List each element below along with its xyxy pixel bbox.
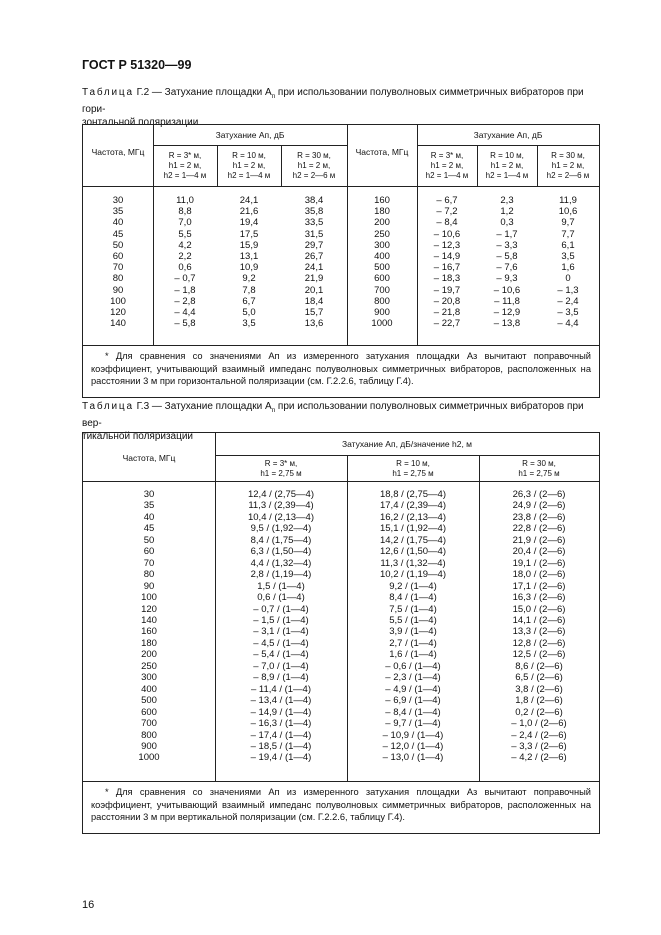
table-cell: 800 — [374, 295, 390, 307]
table-cell: 50 — [143, 534, 155, 546]
table2-r10-right — [477, 195, 537, 329]
table-cell: – 5,4 / (1—4) — [253, 649, 309, 661]
table-cell: 6,1 — [561, 239, 575, 251]
table2-col-r10-left: R = 10 м, h1 = 2 м, h2 = 1—4 м — [227, 151, 271, 180]
table-cell: – 18,5 / (1—4) — [250, 740, 312, 752]
table-cell: 6,7 — [242, 295, 256, 307]
table-cell: 3,5 — [242, 318, 256, 330]
table-cell: 0,2 / (2—6) — [515, 706, 563, 718]
table-cell: 600 — [141, 706, 157, 718]
table-cell: – 8,4 — [436, 217, 458, 229]
table-cell: 11,9 — [559, 195, 577, 206]
table-cell: 15,0 / (2—6) — [512, 603, 566, 615]
table2-freq-header-right: Частота, МГц — [355, 147, 409, 157]
table-cell: 700 — [374, 284, 390, 296]
table-cell: 13,3 / (2—6) — [512, 626, 566, 638]
table-cell: 60 — [112, 251, 124, 263]
table3 — [82, 432, 600, 834]
table-cell: 140 — [141, 614, 157, 626]
table-cell: – 21,8 — [433, 307, 461, 319]
table-cell: 7,5 / (1—4) — [389, 603, 437, 615]
table-cell: – 7,2 — [436, 206, 458, 218]
table-cell: 26,3 / (2—6) — [512, 489, 566, 500]
table-cell: 24,9 / (2—6) — [512, 500, 566, 512]
table-cell: 7,7 — [561, 228, 575, 240]
table-cell: 20,1 — [304, 284, 324, 296]
table-cell: – 11,8 — [494, 295, 520, 307]
table3-caption-sub: п — [271, 407, 276, 414]
table-cell: – 7,0 / (1—4) — [253, 660, 309, 672]
page-number: 16 — [82, 899, 95, 911]
table-cell: 26,7 — [304, 251, 324, 263]
table-cell: – 3,3 / (2—6) — [511, 740, 567, 752]
table-cell: – 13,8 — [493, 318, 521, 330]
table-cell: 14,2 / (1,75—4) — [379, 534, 446, 546]
table-cell: 600 — [374, 273, 390, 285]
table-cell: 4,4 / (1,32—4) — [250, 557, 312, 569]
table-cell: – 0,6 / (1—4) — [385, 660, 441, 672]
table-cell: 300 — [374, 239, 390, 251]
table-cell: 19,4 — [239, 217, 259, 229]
table-cell: 500 — [141, 695, 157, 707]
table-cell: – 16,7 — [433, 262, 461, 274]
table-cell: 160 — [141, 626, 157, 638]
table2-freq-header-left: Частота, МГц — [91, 147, 145, 157]
table-cell: 10,9 — [239, 262, 259, 274]
table-cell: 21,9 / (2—6) — [512, 534, 566, 546]
table-cell: 40 — [143, 511, 155, 523]
table-cell: 22,8 / (2—6) — [512, 523, 566, 535]
table-cell: – 6,9 / (1—4) — [385, 695, 441, 707]
table2-r30-left — [281, 195, 347, 329]
table-cell: 9,2 — [242, 273, 256, 285]
table-cell: 13,6 — [304, 318, 324, 330]
table-cell: – 3,1 / (1—4) — [253, 626, 309, 638]
table3-label: Таблица — [82, 401, 134, 412]
table-cell: – 3,3 — [496, 239, 518, 251]
table-cell: – 16,3 / (1—4) — [250, 718, 312, 730]
table-cell: 18,4 — [304, 295, 324, 307]
table-cell: 9,7 — [561, 217, 575, 229]
table-cell: 12,4 / (2,75—4) — [247, 489, 314, 500]
table-cell: – 10,9 / (1—4) — [382, 729, 444, 741]
table-cell: 1,5 / (1—4) — [257, 580, 305, 592]
table3-r30 — [479, 489, 599, 764]
table3-r3 — [215, 489, 347, 764]
table-cell: 2,3 — [500, 195, 514, 206]
table-cell: 16,2 / (2,13—4) — [379, 511, 446, 523]
table-cell: 2,7 / (1—4) — [389, 637, 437, 649]
table2-r3-right — [417, 195, 477, 329]
table-cell: 10,6 — [558, 206, 578, 218]
table-cell: 8,6 / (2—6) — [515, 660, 563, 672]
table-cell: – 4,4 — [557, 318, 579, 330]
table-cell: 33,5 — [304, 217, 324, 229]
table3-r10 — [347, 489, 479, 764]
table-cell: 160 — [374, 195, 390, 206]
table-cell: – 4,2 / (2—6) — [511, 752, 567, 764]
table-cell: – 20,8 — [433, 295, 461, 307]
table-cell: 1,6 / (1—4) — [389, 649, 437, 661]
table-cell: 140 — [110, 318, 126, 330]
table-cell: – 2,4 — [557, 295, 579, 307]
table-cell: – 8,4 / (1—4) — [385, 706, 441, 718]
table2-attn-header-right: Затухание Aп, дБ — [473, 130, 543, 140]
table2-caption-sub: п — [271, 93, 276, 100]
table-cell: 9,2 / (1—4) — [389, 580, 437, 592]
table2-r10-left — [217, 195, 281, 329]
table3-freq-header: Частота, МГц — [122, 453, 176, 463]
table-cell: – 1,8 — [174, 284, 196, 296]
table3-caption-line1: Г.3 — Затухание площадки A — [136, 401, 272, 412]
table-cell: 24,1 — [304, 262, 324, 274]
table-cell: – 10,6 — [433, 228, 461, 240]
table-cell: 0,6 / (1—4) — [257, 592, 305, 604]
table-cell: 16,3 / (2—6) — [512, 592, 566, 604]
table-cell: 500 — [374, 262, 390, 274]
table-cell: 29,7 — [304, 239, 324, 251]
table-cell: 1000 — [138, 752, 160, 764]
table-cell: 40 — [112, 217, 124, 229]
table-cell: 0,3 — [500, 217, 514, 229]
table-cell: 17,1 / (2—6) — [512, 580, 566, 592]
table-cell: 180 — [374, 206, 390, 218]
table-cell: 30 — [143, 489, 155, 500]
table-cell: – 9,3 — [496, 273, 518, 285]
table-cell: 60 — [143, 546, 155, 558]
table-cell: – 12,9 — [493, 307, 521, 319]
table-cell: 1,8 / (2—6) — [515, 695, 563, 707]
table-cell: 1,6 — [561, 262, 575, 274]
table-cell: – 0,7 — [174, 273, 196, 285]
table-cell: 50 — [112, 239, 124, 251]
table-cell: 9,5 / (1,92—4) — [250, 523, 312, 535]
table-cell: 21,9 — [304, 273, 324, 285]
table-cell: 35,8 — [304, 206, 324, 218]
table-cell: 400 — [374, 251, 390, 263]
table-cell: 8,4 / (1,75—4) — [250, 534, 312, 546]
table2-caption-line1-rest: при использовании полуволновых симметричных вибраторов при гори- — [82, 87, 584, 115]
table-cell: 11,0 — [176, 195, 194, 206]
table-cell: 11,3 / (1,32—4) — [380, 557, 446, 569]
table-cell: 13,1 — [239, 251, 259, 263]
table-cell: 19,1 / (2—6) — [512, 557, 566, 569]
table-cell: 70 — [112, 262, 124, 274]
table-cell: 35 — [143, 500, 155, 512]
table-cell: 15,9 — [239, 239, 259, 251]
table-cell: 0 — [565, 273, 571, 285]
table-cell: 45 — [143, 523, 155, 535]
table2-col-r30-right: R = 30 м, h1 = 2 м, h2 = 2—6 м — [546, 151, 590, 180]
table-cell: 11,3 / (2,39—4) — [248, 500, 314, 512]
table3-caption-line2: тикальной поляризации — [82, 431, 194, 442]
table-cell: 20,4 / (2—6) — [512, 546, 566, 558]
table2-caption-line1: Г.2 — Затухание площадки A — [136, 87, 272, 98]
table-cell: – 4,4 — [174, 307, 196, 319]
table-cell: 120 — [110, 307, 126, 319]
table-cell: – 3,5 — [557, 307, 579, 319]
table-cell: – 6,7 — [436, 195, 458, 206]
table-cell: 300 — [141, 672, 157, 684]
table-cell: – 5,8 — [496, 251, 518, 263]
table-cell: – 7,6 — [496, 262, 518, 274]
table-cell: 18,8 / (2,75—4) — [379, 489, 446, 500]
table-cell: 900 — [141, 740, 157, 752]
table-cell: 250 — [141, 660, 157, 672]
table-cell: 8,4 / (1—4) — [389, 592, 437, 604]
table-cell: 24,1 — [239, 195, 259, 206]
table-cell: 0,6 — [178, 262, 192, 274]
table-cell: 3,9 / (1—4) — [389, 626, 437, 638]
table-cell: 800 — [141, 729, 157, 741]
table-cell: 200 — [374, 217, 390, 229]
table-cell: 45 — [112, 228, 124, 240]
table-cell: 90 — [143, 580, 155, 592]
table-cell: – 0,7 / (1—4) — [253, 603, 309, 615]
table-cell: 14,1 / (2—6) — [512, 614, 566, 626]
table-cell: 6,3 / (1,50—4) — [250, 546, 312, 558]
table2-col-r30-left: R = 30 м, h1 = 2 м, h2 = 2—6 м — [292, 151, 336, 180]
table-cell: 17,4 / (2,39—4) — [379, 500, 446, 512]
table3-attn-header: Затухание Aп, дБ/значение h2, м — [341, 439, 473, 449]
table-cell: 15,1 / (1,92—4) — [379, 523, 446, 535]
table-cell: 8,8 — [178, 206, 192, 218]
table-cell: – 18,3 — [433, 273, 461, 285]
table3-col-r30: R = 30 м, h1 = 2,75 м — [518, 459, 560, 478]
table-cell: 35 — [112, 206, 124, 218]
table-cell: 21,6 — [239, 206, 259, 218]
table-cell: – 13,0 / (1—4) — [382, 752, 444, 764]
table-cell: 700 — [141, 718, 157, 730]
table-cell: 70 — [143, 557, 155, 569]
table-cell: 31,5 — [304, 228, 324, 240]
table2-col-r3-left: R = 3* м, h1 = 2 м, h2 = 1—4 м — [163, 151, 207, 180]
table-cell: – 4,9 / (1—4) — [385, 683, 441, 695]
table-cell: – 1,0 / (2—6) — [511, 718, 567, 730]
table-cell: 18,0 / (2—6) — [512, 569, 566, 581]
table-cell: 250 — [374, 228, 390, 240]
table2-r3-left — [153, 195, 217, 329]
table-cell: 100 — [141, 592, 157, 604]
table-cell: 180 — [141, 637, 157, 649]
table2-freq-right — [347, 195, 417, 329]
table-cell: 900 — [374, 307, 390, 319]
table-cell: 3,8 / (2—6) — [515, 683, 563, 695]
table-cell: 2,8 / (1,19—4) — [250, 569, 312, 581]
table-cell: – 1,7 — [496, 228, 518, 240]
table-cell: – 14,9 / (1—4) — [250, 706, 312, 718]
table-cell: – 22,7 — [433, 318, 461, 330]
table-cell: – 17,4 / (1—4) — [250, 729, 312, 741]
table-cell: 5,5 — [178, 228, 192, 240]
table-cell: 200 — [141, 649, 157, 661]
table-cell: 1,2 — [500, 206, 514, 218]
table-cell: 80 — [112, 273, 124, 285]
table-cell: – 19,4 / (1—4) — [250, 752, 312, 764]
table-cell: – 1,3 — [557, 284, 579, 296]
table-cell: 6,5 / (2—6) — [515, 672, 563, 684]
table-cell: 7,8 — [242, 284, 256, 296]
table-cell: 17,5 — [239, 228, 259, 240]
table-cell: – 2,4 / (2—6) — [511, 729, 567, 741]
table-cell: 5,0 — [242, 307, 256, 319]
table-cell: – 2,8 — [174, 295, 196, 307]
table2-col-r3-right: R = 3* м, h1 = 2 м, h2 = 1—4 м — [425, 151, 469, 180]
table2-r30-right — [537, 195, 599, 329]
table-cell: 400 — [141, 683, 157, 695]
table-cell: 100 — [110, 295, 126, 307]
table-cell: 5,5 / (1—4) — [389, 614, 437, 626]
table-cell: – 19,7 — [433, 284, 461, 296]
table-cell: 90 — [112, 284, 124, 296]
table3-col-r10: R = 10 м, h1 = 2,75 м — [392, 459, 434, 478]
table-cell: 10,2 / (1,19—4) — [379, 569, 446, 581]
table2-col-r10-right: R = 10 м, h1 = 2 м, h2 = 1—4 м — [485, 151, 529, 180]
table-cell: – 2,3 / (1—4) — [385, 672, 441, 684]
table-cell: 30 — [112, 195, 124, 206]
table2 — [82, 124, 600, 398]
table3-footnote: * Для сравнения со значениями Aп из измеренного затухания площадки Aз вычитают поправочный коэффициент, учитывающий взаимный импеданс полуволновых симметричных вибраторов, расположенных на расстоянии 3 м при вертикальной поляризации (см. Г.2.2.6, таблицу Г.4). — [91, 787, 591, 822]
table-cell: 12,8 / (2—6) — [512, 637, 566, 649]
table-cell: 7,0 — [178, 217, 192, 229]
table-cell: 1000 — [371, 318, 393, 330]
table3-col-r3: R = 3* м, h1 = 2,75 м — [260, 459, 302, 478]
table-cell: – 1,5 / (1—4) — [253, 614, 309, 626]
table-cell: – 12,0 / (1—4) — [382, 740, 444, 752]
table-cell: – 5,8 — [174, 318, 196, 330]
table3-freq — [83, 489, 215, 764]
table-cell: – 11,4 / (1—4) — [250, 683, 312, 695]
table-cell: – 13,4 / (1—4) — [250, 695, 312, 707]
table-cell: 80 — [143, 569, 155, 581]
table3-caption-line1-rest: при использовании полуволновых симметричных вибраторов при вер- — [82, 401, 584, 429]
table-cell: 2,2 — [178, 251, 192, 263]
table2-attn-header-left: Затухание Aп, дБ — [215, 130, 285, 140]
table2-caption-line2: зонтальной поляризации — [82, 117, 199, 128]
table2-freq-left — [83, 195, 153, 329]
table-cell: 4,2 — [178, 239, 192, 251]
table-cell: – 10,6 — [493, 284, 521, 296]
table-cell: – 8,9 / (1—4) — [253, 672, 309, 684]
table2-footnote: * Для сравнения со значениями Aп из измеренного затухания площадки Aз вычитают поправочный коэффициент, учитывающий взаимный импеданс полуволновых симметричных вибраторов, расположенных на расстоянии 3 м при горизонтальной поляризации (см. Г.2.2.6, таблицу Г.4). — [91, 351, 591, 386]
table-cell: 23,8 / (2—6) — [512, 511, 566, 523]
table-cell: – 12,3 — [433, 239, 461, 251]
table-cell: – 4,5 / (1—4) — [253, 637, 309, 649]
table2-label: Таблица — [82, 87, 134, 98]
table-cell: – 9,7 / (1—4) — [385, 718, 441, 730]
table-cell: 38,4 — [304, 195, 324, 206]
table2-caption — [82, 86, 598, 129]
document-header: ГОСТ Р 51320—99 — [82, 58, 192, 72]
table-cell: 120 — [141, 603, 157, 615]
table-cell: 3,5 — [561, 251, 575, 263]
table-cell: – 14,9 — [433, 251, 461, 263]
table-cell: 12,5 / (2—6) — [512, 649, 566, 661]
table-cell: 12,6 / (1,50—4) — [379, 546, 446, 558]
table-cell: 15,7 — [304, 307, 324, 319]
table-cell: 10,4 / (2,13—4) — [247, 511, 314, 523]
